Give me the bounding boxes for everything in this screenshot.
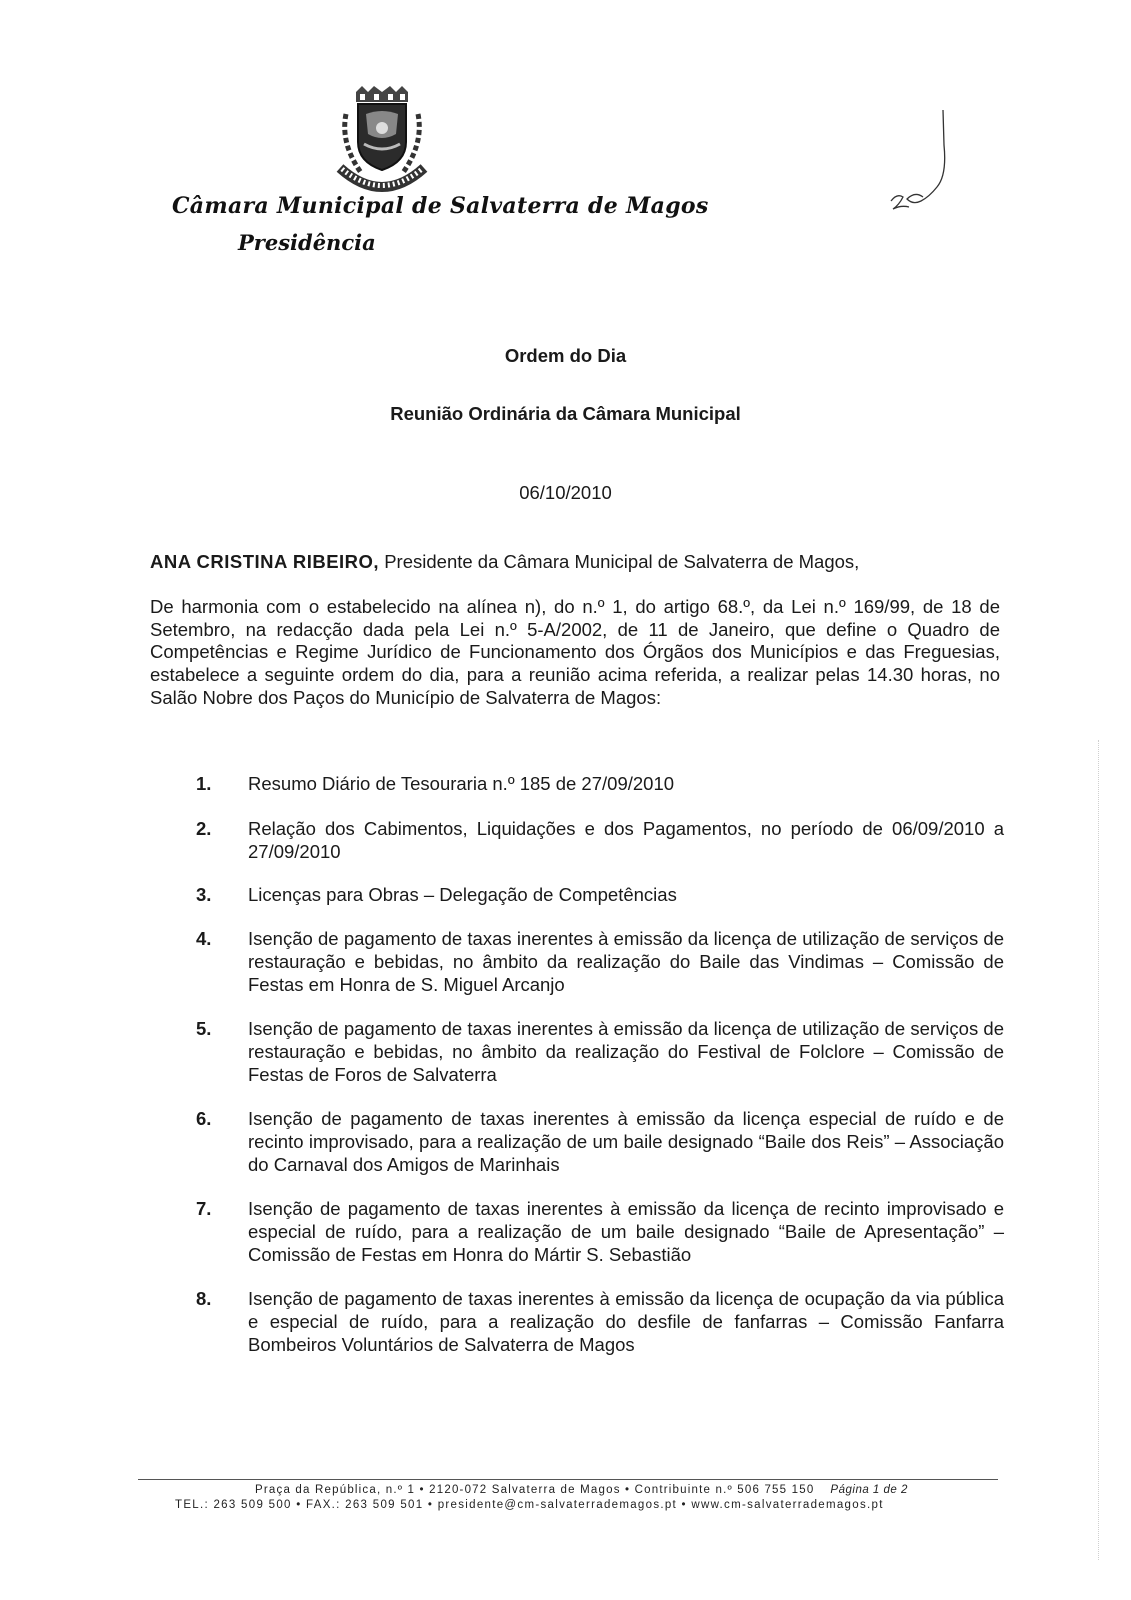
agenda-item	[196, 772, 1004, 795]
agenda-item-text: Isenção de pagamento de taxas inerentes à emissão da licença de utilização de serviços de restauração e bebidas, no âmbito da realização do Baile das Vindimas – Comissão de Festas em Honra de S. Miguel Arcanjo	[248, 928, 1004, 995]
president-line	[150, 551, 1000, 573]
agenda-item-number: 2.	[196, 818, 212, 839]
agenda-item-text: Isenção de pagamento de taxas inerentes à emissão da licença especial de ruído e de recinto improvisado, para a realização de um baile designado “Baile dos Reis” – Associação do Carnaval dos Amigos de Marinhais	[248, 1108, 1004, 1175]
agenda-item-number: 6.	[196, 1108, 212, 1129]
organization-name: Câmara Municipal de Salvaterra de Magos	[172, 193, 709, 219]
meeting-date: 06/10/2010	[519, 482, 612, 503]
agenda-list	[196, 772, 1004, 1356]
agenda-item	[196, 1197, 1004, 1266]
agenda-item	[196, 817, 1004, 863]
intro-paragraph: De harmonia com o estabelecido na alínea n), do n.º 1, do artigo 68.º, da Lei n.º 169/99, de 18 de Setembro, na redacção dada pela Lei n.º 5-A/2002, de 11 de Janeiro, que define o Quadro de Competências e Regime Jurídico de Funcionamento dos Órgãos dos Municípios e das Freguesias, estabelece a seguinte ordem do dia, para a reunião acima referida, a realizar pelas 14.30 horas, no Salão Nobre dos Paços do Município de Salvaterra de Magos:	[150, 596, 1000, 708]
scan-edge-divider	[1098, 740, 1099, 1560]
agenda-item-number: 7.	[196, 1198, 212, 1219]
agenda-item-text: Relação dos Cabimentos, Liquidações e dos Pagamentos, no período de 06/09/2010 a 27/09/2010	[248, 818, 1004, 862]
agenda-item-number: 4.	[196, 928, 212, 949]
agenda-item-number: 1.	[196, 773, 212, 794]
footer-address	[255, 1484, 908, 1496]
agenda-item	[196, 1017, 1004, 1086]
document-subtitle: Reunião Ordinária da Câmara Municipal	[390, 403, 741, 424]
president-role: Presidente da Câmara Municipal de Salvaterra de Magos,	[379, 551, 860, 572]
agenda-item-text: Licenças para Obras – Delegação de Competências	[248, 884, 677, 905]
handwritten-initials-icon	[885, 105, 955, 215]
agenda-item	[196, 1287, 1004, 1356]
agenda-item-number: 3.	[196, 884, 212, 905]
organization-department: Presidência	[238, 230, 376, 255]
agenda-item-text: Isenção de pagamento de taxas inerentes à emissão da licença de utilização de serviços de restauração e bebidas, no âmbito da realização do Festival de Folclore – Comissão de Festas de Foros de Salvaterra	[248, 1018, 1004, 1085]
agenda-item-text: Isenção de pagamento de taxas inerentes à emissão da licença de recinto improvisado e especial de ruído, para a realização de um baile designado “Baile de Apresentação” – Comissão de Festas em Honra do Mártir S. Sebastião	[248, 1198, 1004, 1265]
footer-address-text: Praça da República, n.º 1 • 2120-072 Salvaterra de Magos • Contribuinte n.º 506 755 150	[255, 1484, 815, 1496]
document-title: Ordem do Dia	[504, 345, 627, 366]
agenda-item-text: Resumo Diário de Tesouraria n.º 185 de 27/09/2010	[248, 773, 675, 794]
agenda-item	[196, 883, 1004, 906]
page-number: Página 1 de 2	[830, 1484, 908, 1496]
municipal-coat-of-arms-icon	[326, 84, 438, 202]
agenda-item	[196, 927, 1004, 996]
agenda-item-number: 5.	[196, 1018, 212, 1039]
president-name: ANA CRISTINA RIBEIRO,	[150, 551, 380, 572]
footer-divider	[138, 1479, 998, 1480]
agenda-item	[196, 1107, 1004, 1176]
agenda-item-text: Isenção de pagamento de taxas inerentes à emissão da licença de ocupação da via pública e especial de ruído, para a realização do desfile de fanfarras – Comissão Fanfarra Bombeiros Voluntários de Salvaterra de Magos	[248, 1288, 1004, 1355]
agenda-item-number: 8.	[196, 1288, 212, 1309]
footer-contacts: TEL.: 263 509 500 • FAX.: 263 509 501 • presidente@cm-salvaterrademagos.pt • www.cm-salvaterrademagos.pt	[175, 1499, 884, 1511]
